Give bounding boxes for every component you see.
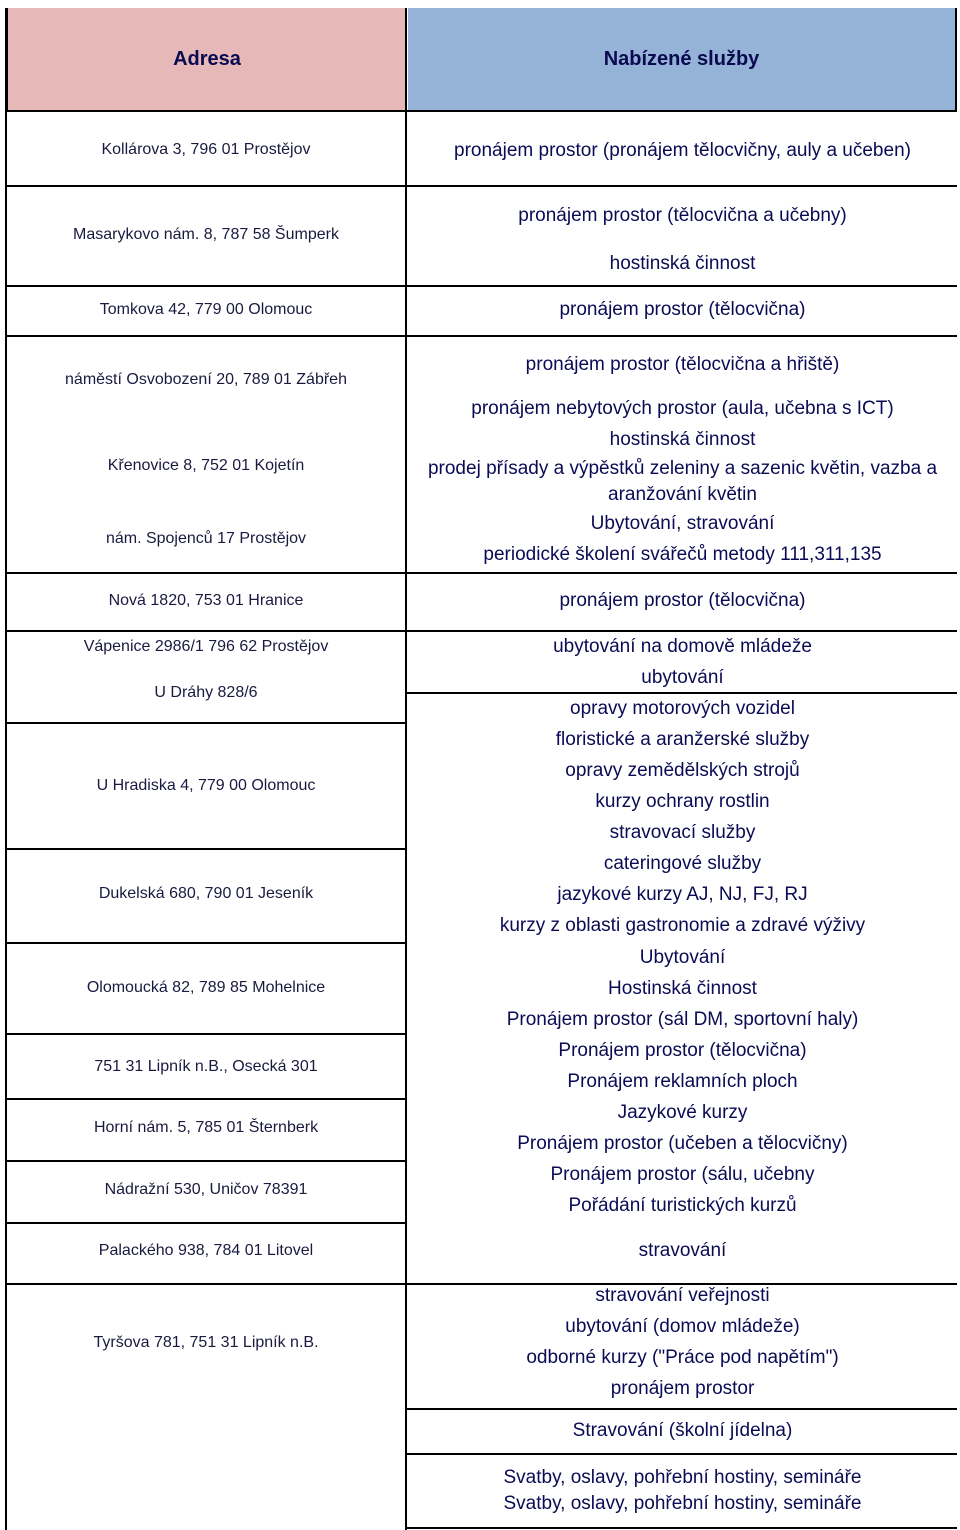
row-divider	[5, 572, 405, 574]
row-divider	[405, 335, 957, 337]
service-cell: opravy zemědělských strojů	[565, 760, 800, 781]
grid-left-border	[5, 8, 7, 1530]
service-cell: Pronájem prostor (tělocvična)	[558, 1040, 807, 1061]
row-divider	[405, 285, 957, 287]
service-cell: ubytování (domov mládeže)	[565, 1316, 800, 1337]
address-cell: Nádražní 530, Uničov 78391	[104, 1181, 308, 1198]
service-cell: Pronájem prostor (učeben a tělocvičny)	[517, 1133, 848, 1154]
row-divider	[5, 722, 405, 724]
service-cell: Jazykové kurzy	[617, 1102, 748, 1123]
service-cell: hostinská činnost	[609, 429, 756, 450]
row-divider	[5, 1222, 405, 1224]
service-cell: Pořádání turistických kurzů	[568, 1195, 797, 1216]
service-cell: pronájem prostor (tělocvična a učebny)	[518, 205, 847, 226]
address-cell: Masarykovo nám. 8, 787 58 Šumperk	[73, 226, 339, 243]
service-cell: Ubytování, stravování	[590, 513, 775, 534]
row-divider	[405, 1527, 957, 1529]
row-divider	[5, 185, 405, 187]
address-cell: Horní nám. 5, 785 01 Šternberk	[93, 1119, 319, 1136]
address-cell: Nová 1820, 753 01 Hranice	[108, 592, 304, 609]
row-divider	[5, 1160, 405, 1162]
service-cell: stravovací služby	[609, 822, 756, 843]
address-cell: 751 31 Lipník n.B., Osecká 301	[94, 1058, 318, 1075]
address-cell: Křenovice 8, 752 01 Kojetín	[107, 457, 305, 474]
row-divider	[5, 1098, 405, 1100]
row-divider	[5, 285, 405, 287]
address-cell: Dukelská 680, 790 01 Jeseník	[98, 885, 314, 902]
service-cell: kurzy ochrany rostlin	[595, 791, 770, 812]
service-cell: ubytování	[641, 667, 724, 688]
row-divider	[405, 1408, 957, 1410]
address-cell: nám. Spojenců 17 Prostějov	[105, 530, 307, 547]
service-cell: Pronájem reklamních ploch	[567, 1071, 798, 1092]
row-divider	[5, 848, 405, 850]
header-services: Nabízené služby	[408, 8, 957, 111]
service-cell: floristické a aranžerské služby	[555, 729, 810, 750]
service-cell: pronájem prostor (pronájem tělocvičny, auly a učeben)	[454, 140, 911, 161]
address-cell: Palackého 938, 784 01 Litovel	[98, 1242, 314, 1259]
service-cell: pronájem prostor (tělocvična a hřiště)	[525, 354, 840, 375]
row-divider	[405, 185, 957, 187]
address-cell: Tyršova 781, 751 31 Lipník n.B.	[93, 1334, 319, 1351]
row-divider	[5, 335, 405, 337]
service-cell: kurzy z oblasti gastronomie a zdravé výživy	[499, 915, 866, 936]
service-cell: hostinská činnost	[609, 253, 756, 274]
address-cell: Olomoucká 82, 789 85 Mohelnice	[86, 979, 326, 996]
service-cell: odborné kurzy ("Práce pod napětím")	[526, 1347, 839, 1368]
service-cell: Ubytování	[639, 947, 726, 968]
row-divider	[405, 110, 957, 112]
service-cell: pronájem nebytových prostor (aula, učebna s ICT)	[471, 398, 894, 419]
address-cell: Vápenice 2986/1 796 62 Prostějov	[83, 638, 329, 655]
row-divider	[5, 942, 405, 944]
service-cell: opravy motorových vozidel	[570, 698, 795, 719]
service-cell: Pronájem prostor (sálu, učebny	[550, 1164, 815, 1185]
service-cell: Hostinská činnost	[608, 978, 757, 999]
service-cell: Svatby, oslavy, pohřební hostiny, semináře Svatby, oslavy, pohřební hostiny, semináře	[503, 1467, 862, 1514]
service-cell: jazykové kurzy AJ, NJ, FJ, RJ	[557, 884, 808, 905]
service-cell: ubytování na domově mládeže	[553, 636, 812, 657]
header-address: Adresa	[6, 8, 406, 111]
service-cell: pronájem prostor	[610, 1378, 755, 1399]
address-cell: náměstí Osvobození 20, 789 01 Zábřeh	[65, 371, 347, 388]
grid-column-divider	[405, 8, 407, 1530]
service-cell: stravování	[638, 1240, 727, 1261]
service-cell: periodické školení svářečů metody 111,311,135	[483, 544, 882, 565]
address-cell: Tomkova 42, 779 00 Olomouc	[99, 301, 313, 318]
service-cell: cateringové služby	[603, 853, 762, 874]
service-cell: pronájem prostor (tělocvična)	[559, 299, 806, 320]
address-cell: U Dráhy 828/6	[154, 684, 258, 701]
grid-right-border	[955, 8, 957, 111]
row-divider	[5, 1283, 405, 1285]
service-cell: pronájem prostor (tělocvična)	[559, 590, 806, 611]
row-divider	[405, 572, 957, 574]
service-cell: Stravování (školní jídelna)	[572, 1420, 793, 1441]
service-cell: prodej přísady a výpěstků zeleniny a sazenic květin, vazba a aranžování květin	[427, 458, 938, 505]
service-cell: stravování veřejnosti	[595, 1285, 770, 1306]
row-divider	[5, 1033, 405, 1035]
address-cell: U Hradiska 4, 779 00 Olomouc	[96, 777, 316, 794]
row-divider	[5, 110, 405, 112]
address-cell: Kollárova 3, 796 01 Prostějov	[101, 141, 311, 158]
service-cell: Pronájem prostor (sál DM, sportovní haly)	[506, 1009, 859, 1030]
